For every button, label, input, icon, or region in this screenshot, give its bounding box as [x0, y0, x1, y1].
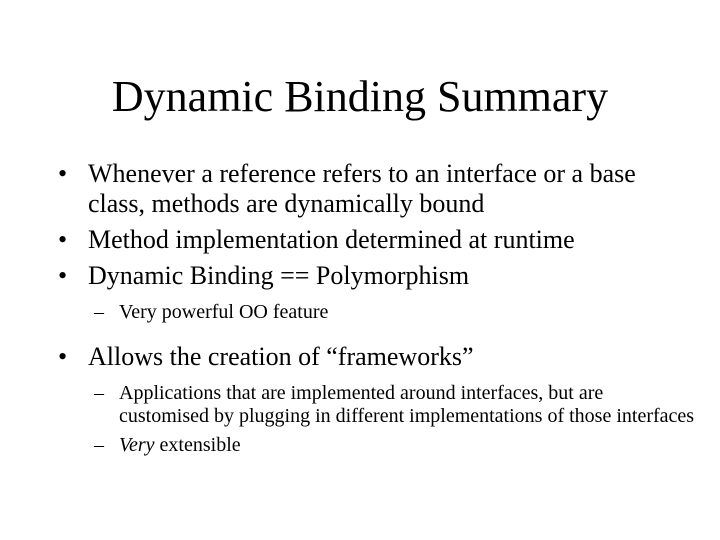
sub-bullet-marker: – [94, 301, 104, 323]
sub-bullet-marker: – [94, 382, 104, 404]
slide-title: Dynamic Binding Summary [111, 72, 609, 121]
bullet-marker: • [58, 225, 68, 254]
bullet-text: Whenever a reference refers to an interface or a base class, methods are dynamically bound [88, 159, 636, 218]
bullet-item [58, 159, 698, 219]
bullet-item [58, 342, 698, 372]
bullet-marker: • [58, 261, 68, 290]
sub-bullet-text: extensible [154, 434, 241, 456]
bullet-text: Allows the creation of “frameworks” [88, 342, 474, 371]
sub-bullet-text: Very powerful OO feature [119, 301, 329, 323]
bullet-item [58, 225, 698, 255]
bullet-marker: • [58, 342, 68, 371]
sub-bullet-item [58, 382, 698, 428]
sub-bullet-item [58, 434, 698, 457]
bullet-item [58, 261, 698, 291]
bullet-text: Method implementation determined at runtime [88, 225, 575, 254]
emphasis-text: Very [119, 434, 155, 456]
bullet-marker: • [58, 159, 68, 188]
bullet-text: Dynamic Binding == Polymorphism [88, 261, 470, 290]
sub-bullet-item [58, 301, 698, 324]
sub-bullet-marker: – [94, 434, 104, 456]
slide-body [58, 159, 698, 463]
sub-bullet-text: Applications that are implemented around interfaces, but are customised by plugging in different implementations of those interfaces [119, 382, 695, 427]
